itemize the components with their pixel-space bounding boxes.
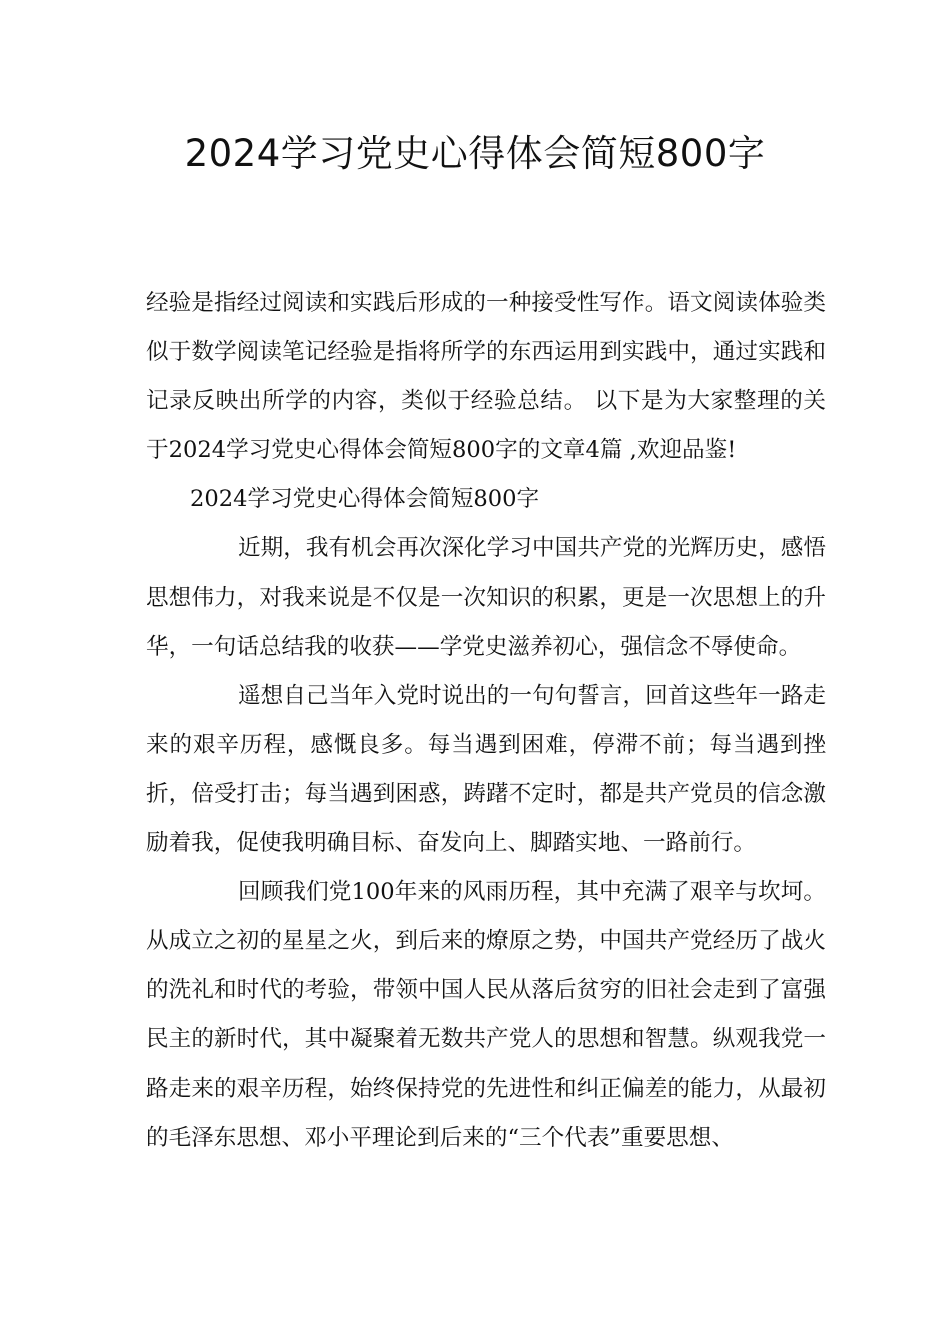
document-body [146, 279, 826, 1163]
document-title: 2024学习党史心得体会简短800字 [184, 132, 766, 175]
body-paragraph-2: 遥想自己当年入党时说出的一句句誓言，回首这些年一路走来的艰辛历程，感慨良多。每当遇到困难，停滞不前；每当遇到挫折，倍受打击；每当遇到困惑，踌躇不定时，都是共产党员的信念激励着我，促使我明确目标、奋发向上、脚踏实地、一路前行。 [146, 682, 826, 857]
section-subtitle: 2024学习党史心得体会简短800字 [190, 486, 540, 513]
body-paragraph-1: 近期，我有机会再次深化学习中国共产党的光辉历史，感悟思想伟力，对我来说是不仅是一次知识的积累，更是一次思想上的升华，一句话总结我的收获——学党史滋养初心，强信念不辱使命。 [146, 535, 826, 660]
intro-paragraph: 经验是指经过阅读和实践后形成的一种接受性写作。语文阅读体验类似于数学阅读笔记经验是指将所学的东西运用到实践中，通过实践和记录反映出所学的内容，类似于经验总结。 以下是为大家整理的关于2024学习党史心得体会简短800字的文章4篇 ,欢迎品鉴! [146, 290, 826, 464]
body-paragraph-3: 回顾我们党100年来的风雨历程，其中充满了艰辛与坎坷。从成立之初的星星之火，到后来的燎原之势，中国共产党经历了战火的洗礼和时代的考验，带领中国人民从落后贫穷的旧社会走到了富强民主的新时代，其中凝聚着无数共产党人的思想和智慧。纵观我党一路走来的艰辛历程，始终保持党的先进性和纠正偏差的能力，从最初的毛泽东思想、邓小平理论到后来的“三个代表”重要思想、 [146, 879, 826, 1151]
